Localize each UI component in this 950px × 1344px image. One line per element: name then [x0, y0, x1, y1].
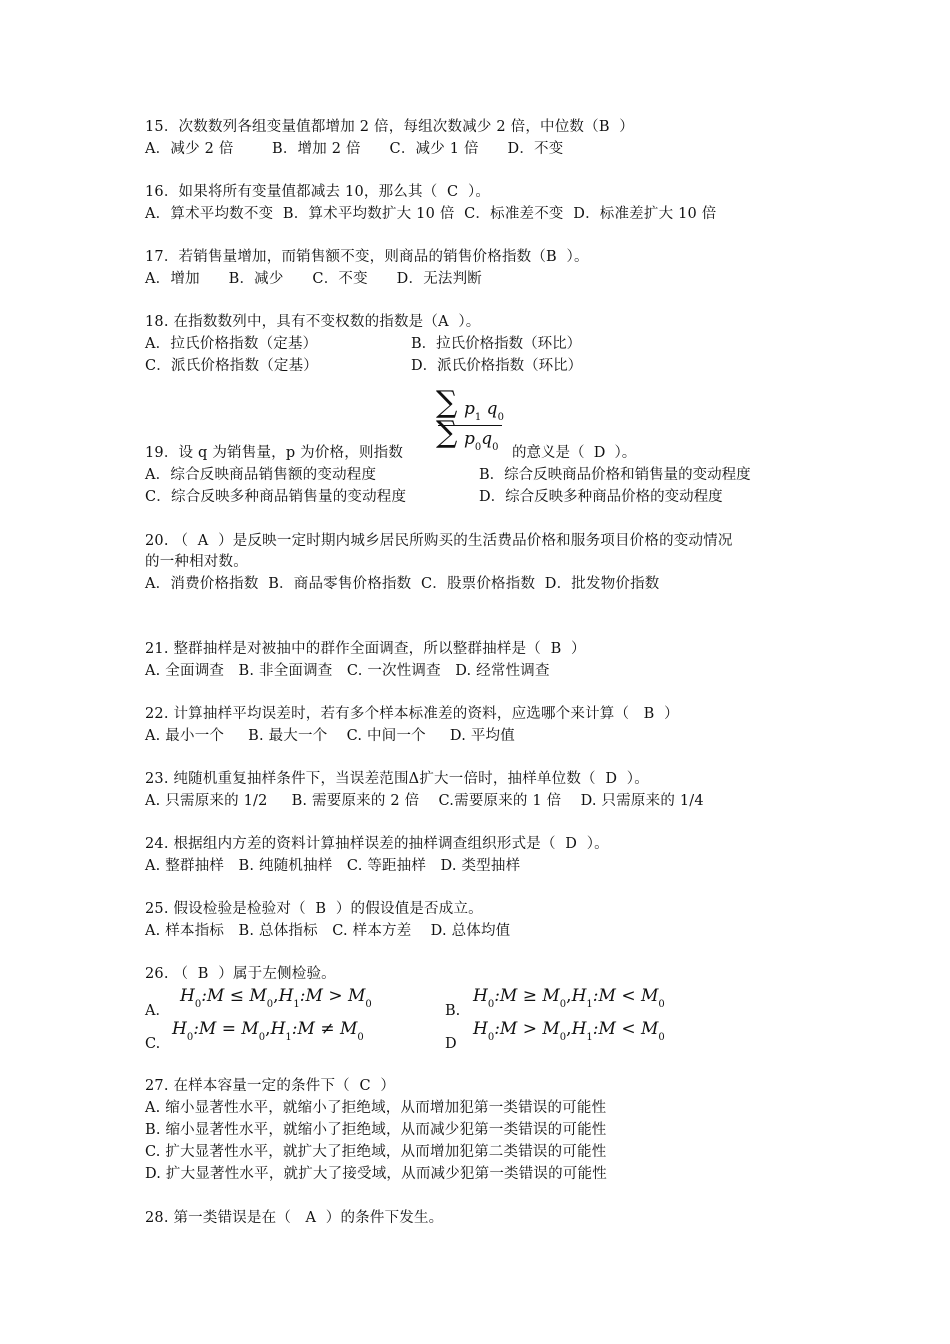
- question-26-option-a-label: A．: [145, 1003, 170, 1019]
- question-23-stem: 23. 纯随机重复抽样条件下，当误差范围Δ扩大一倍时，抽样单位数（ D ）。: [145, 771, 649, 787]
- question-27-option-c: C. 扩大显著性水平，就扩大了拒绝域，从而增加犯第二类错误的可能性: [145, 1144, 607, 1160]
- question-22-options: A. 最小一个 B. 最大一个 C. 中间一个 D. 平均值: [145, 728, 515, 744]
- question-18-option-a: A．拉氏价格指数（定基）: [145, 336, 318, 352]
- question-16-options: A．算术平均数不变 B．算术平均数扩大 10 倍 C．标准差不变 D．标准差扩大 10 倍: [145, 206, 717, 222]
- numerator-terms: $p_1$ $q_0$: [464, 399, 504, 423]
- question-25-options: A. 样本指标 B. 总体指标 C. 样本方差 D. 总体均值: [145, 923, 511, 939]
- numerator-sum-symbol: ∑: [436, 385, 458, 420]
- question-27-option-d: D. 扩大显著性水平，就扩大了接受域，从而减少犯第一类错误的可能性: [145, 1166, 607, 1182]
- question-27-option-a: A. 缩小显著性水平，就缩小了拒绝域，从而增加犯第一类错误的可能性: [145, 1100, 607, 1116]
- question-26-option-b-formula: $H_0:M$ ≥ $M_0,H_1:M < M_0$: [473, 986, 665, 1010]
- question-21-options: A. 全面调查 B. 非全面调查 C. 一次性调查 D. 经常性调查: [145, 663, 550, 679]
- question-27-stem: 27. 在样本容量一定的条件下（ C ）: [145, 1078, 396, 1094]
- question-24-options: A. 整群抽样 B. 纯随机抽样 C. 等距抽样 D. 类型抽样: [145, 858, 521, 874]
- question-18-stem: 18. 在指数数列中，具有不变权数的指数是（A ）。: [145, 314, 481, 330]
- question-24-stem: 24. 根据组内方差的资料计算抽样误差的抽样调查组织形式是（ D ）。: [145, 836, 609, 852]
- question-23-options: A. 只需原来的 1/2 B. 需要原来的 2 倍 C.需要原来的 1 倍 D. 只需原来的 1/4: [145, 793, 704, 809]
- question-17-options: A．增加 B．减少 C．不变 D．无法判断: [145, 271, 483, 287]
- question-15-options: A．减少 2 倍 B．增加 2 倍 C．减少 1 倍 D．不变: [145, 141, 564, 157]
- question-26-option-c-formula: $H_0:M$ = $M_0,H_1:M \ne M_0$: [172, 1019, 364, 1043]
- question-17-stem: 17．若销售量增加，而销售额不变，则商品的销售价格指数（B ）。: [145, 249, 589, 265]
- question-16-stem: 16．如果将所有变量值都减去 10，那么其（ C ）。: [145, 184, 491, 200]
- question-21-stem: 21. 整群抽样是对被抽中的群作全面调查，所以整群抽样是（ B ）: [145, 641, 586, 657]
- denominator-terms: $p_0q_0$: [464, 429, 499, 453]
- question-26-option-d-label: D: [445, 1036, 457, 1052]
- question-18-option-b: B．拉氏价格指数（环比）: [411, 336, 582, 352]
- question-25-stem: 25. 假设检验是检验对（ B ）的假设值是否成立。: [145, 901, 483, 917]
- question-18-option-d: D．派氏价格指数（环比）: [411, 358, 583, 374]
- question-19-option-c: C．综合反映多种商品销售量的变动程度: [145, 489, 407, 505]
- question-15-stem: 15．次数数列各组变量值都增加 2 倍，每组次数减少 2 倍，中位数（B ）: [145, 119, 635, 135]
- question-26-option-d-formula: $H_0:M$ > $M_0,H_1:M < M_0$: [473, 1019, 665, 1043]
- question-22-stem: 22. 计算抽样平均误差时，若有多个样本标准差的资料，应选哪个来计算（ B ）: [145, 706, 679, 722]
- question-19-option-d: D．综合反映多种商品价格的变动程度: [479, 489, 723, 505]
- question-19-stem-suffix: 的意义是（ D ）。: [512, 445, 637, 461]
- question-20-stem-line1: 20. （ A ）是反映一定时期内城乡居民所购买的生活费品价格和服务项目价格的变动情况: [145, 533, 733, 549]
- question-19-option-b: B．综合反映商品价格和销售量的变动程度: [479, 467, 751, 483]
- question-26-option-b-label: B.: [445, 1003, 461, 1019]
- question-27-option-b: B. 缩小显著性水平，就缩小了拒绝域，从而减少犯第一类错误的可能性: [145, 1122, 607, 1138]
- question-18-option-c: C．派氏价格指数（定基）: [145, 358, 318, 374]
- denominator-sum-symbol: ∑: [436, 415, 458, 450]
- question-19-option-a: A．综合反映商品销售额的变动程度: [145, 467, 377, 483]
- question-28-stem: 28. 第一类错误是在（ A ）的条件下发生。: [145, 1210, 444, 1226]
- question-19-stem-prefix: 19．设 q 为销售量，p 为价格，则指数: [145, 445, 404, 461]
- question-26-option-a-formula: $H_0:M$ ≤ $M_0,H_1:M > M_0$: [180, 986, 372, 1010]
- question-20-options: A．消费价格指数 B．商品零售价格指数 C．股票价格指数 D．批发物价指数: [145, 576, 660, 592]
- question-26-option-c-label: C.: [145, 1036, 161, 1052]
- question-20-stem-line2: 的一种相对数。: [145, 554, 248, 570]
- question-26-stem: 26. （ B ）属于左侧检验。: [145, 966, 336, 982]
